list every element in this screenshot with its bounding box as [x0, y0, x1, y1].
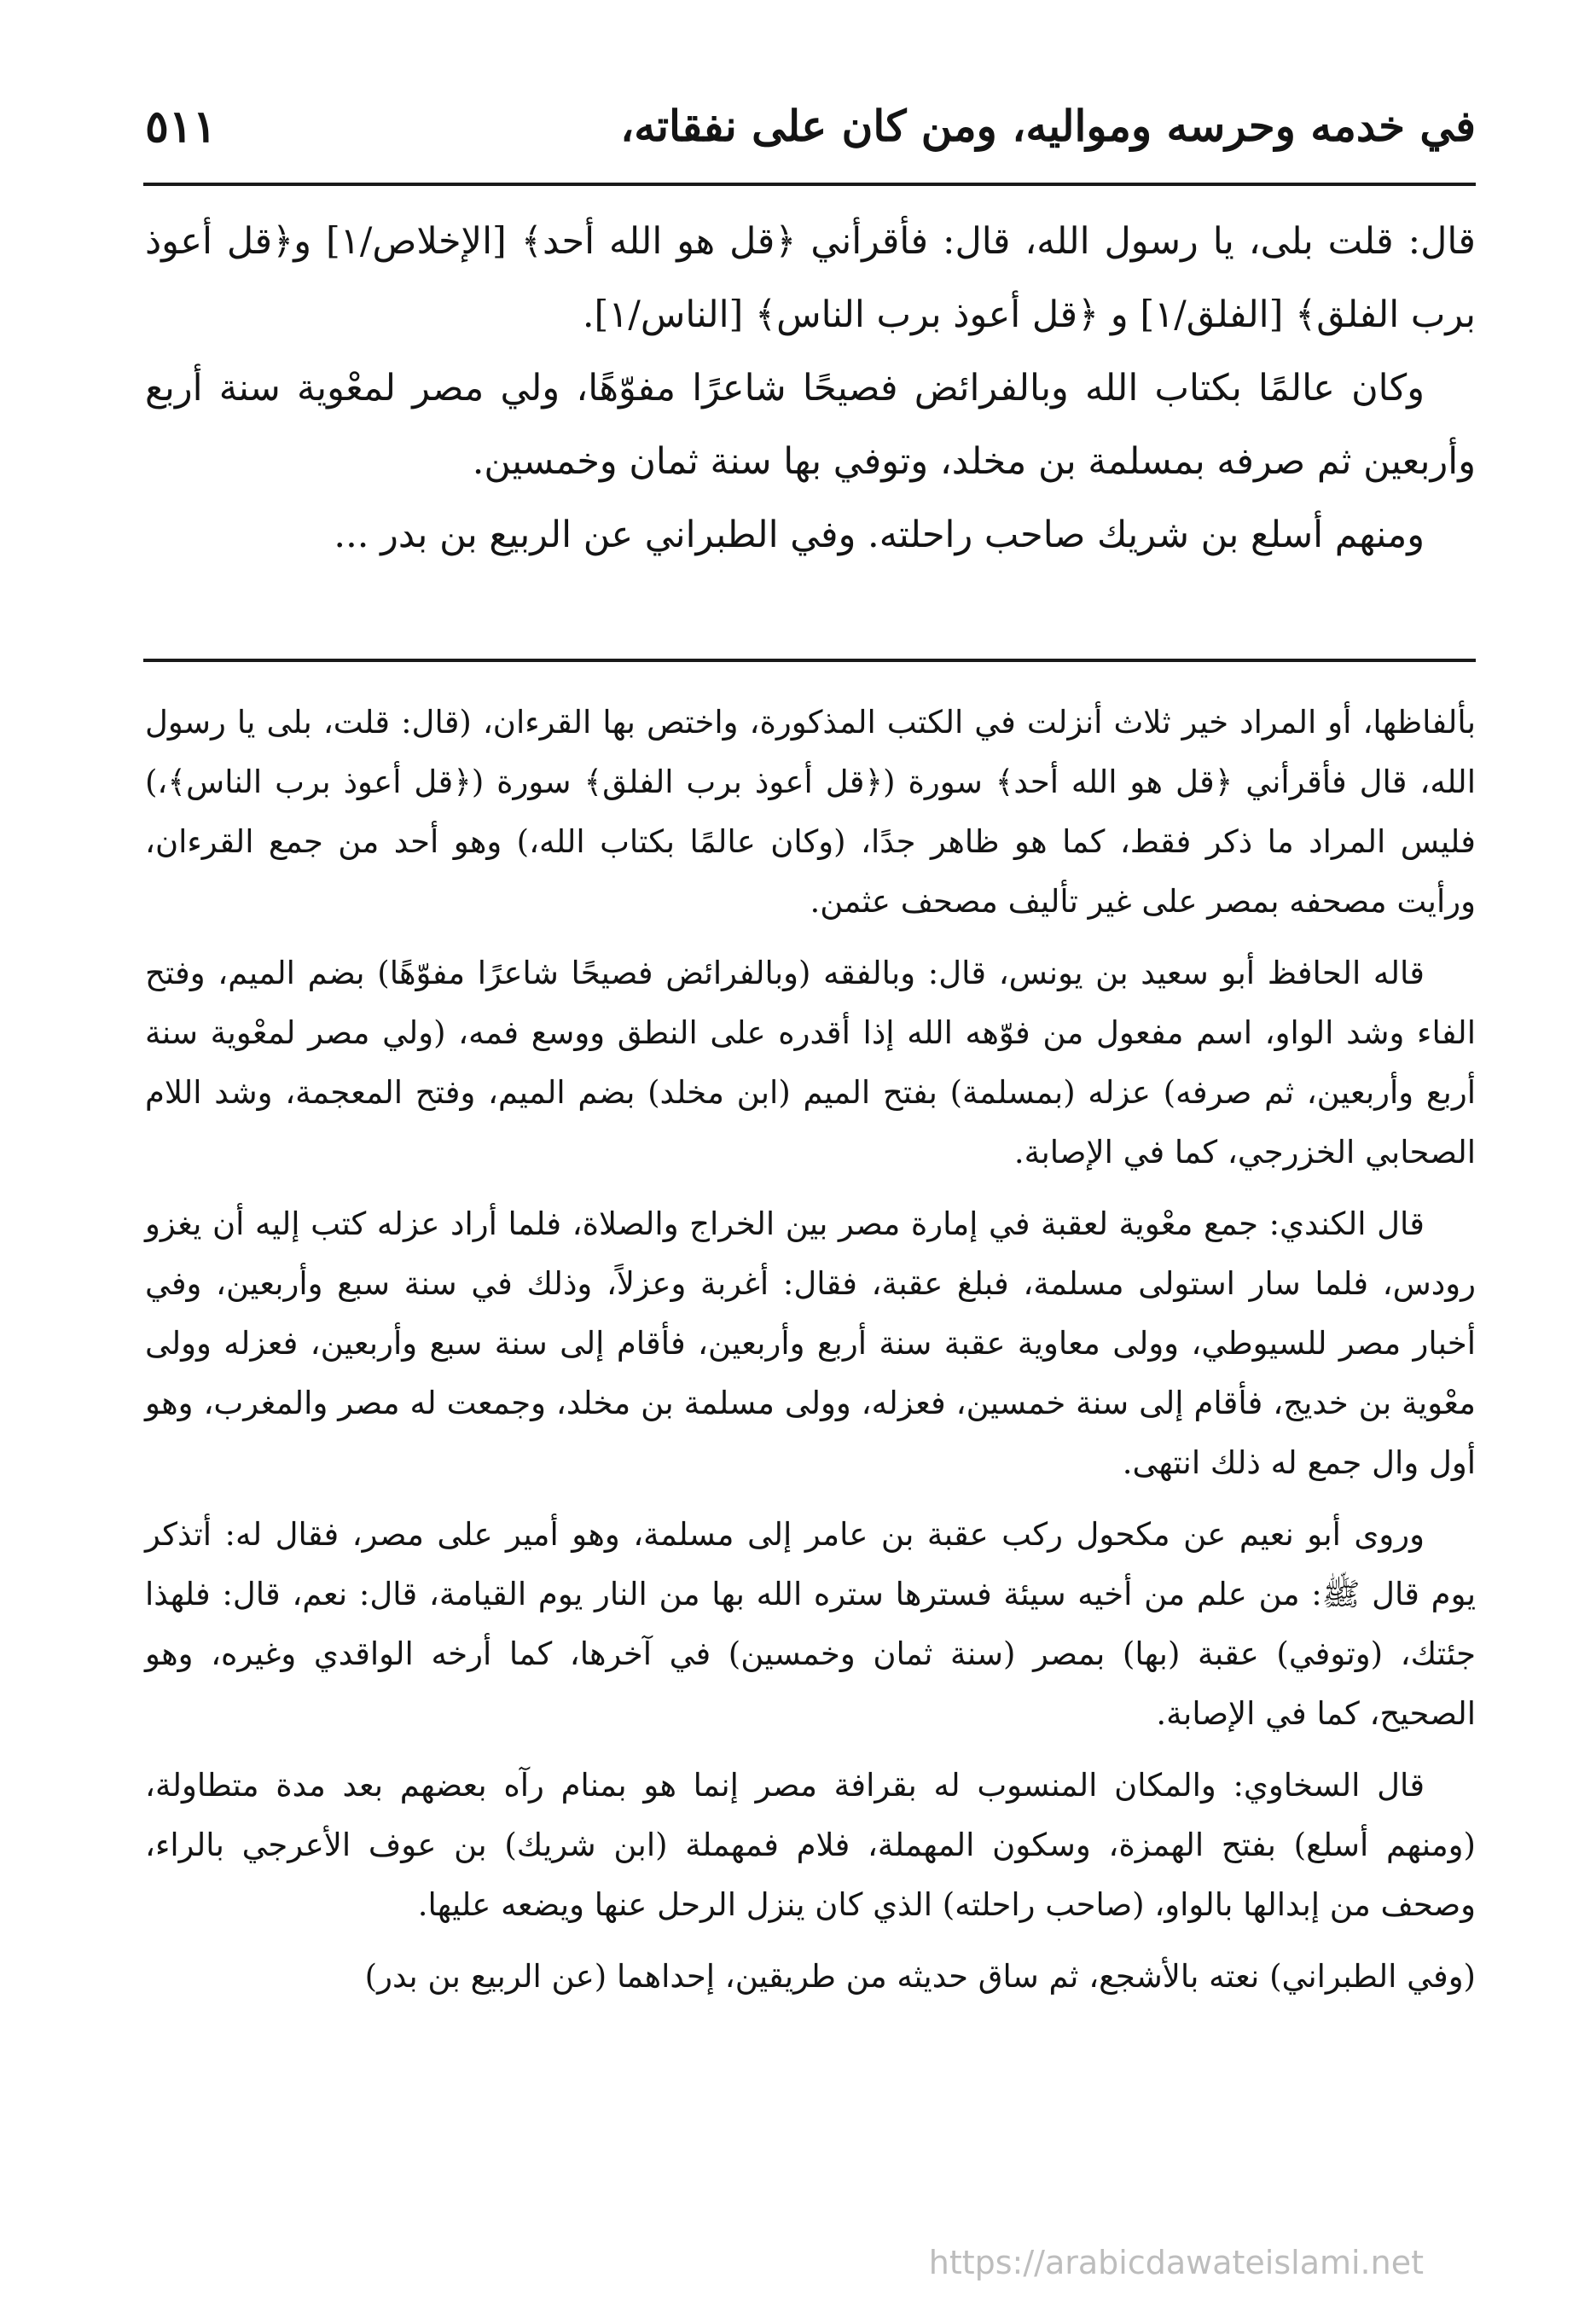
commentary-paragraph: قاله الحافظ أبو سعيد بن يونس، قال: وبالفقه (وبالفرائض فصيحًا شاعرًا مفوّهًا) بضم الميم، وفتح الفاء وشد الواو، اسم مفعول من فوّهه الله إذا أقدره على النطق ووسع فمه، (ولي مصر لمعْوية سنة أربع وأربعين، ثم صرفه) عزله (بمسلمة) بفتح الميم (ابن مخلد) بضم الميم، وفتح المعجمة، وشد اللام الصحابي الخزرجي، كما في الإصابة.: [145, 955, 1476, 1171]
page-number: ٥١١: [145, 101, 217, 153]
main-paragraph: قال: قلت بلى، يا رسول الله، قال: فأقرأني ﴿قل هو الله أحد﴾ [الإخلاص/١] و﴿قل أعوذ برب الفلق﴾ [الفلق/١] و ﴿قل أعوذ برب الناس﴾ [الناس/١].: [145, 220, 1476, 336]
commentary-paragraph: قال السخاوي: والمكان المنسوب له بقرافة مصر إنما هو بمنام رآه بعضهم بعد مدة متطاولة، (ومنهم أسلع) بفتح الهمزة، وسكون المهملة، فلام فمهملة (ابن شريك) بن عوف الأعرجي بالراء، وصحف من إبدالها بالواو، (صاحب راحلته) الذي كان ينزل الرحل عنها ويضعه عليها.: [145, 1767, 1476, 1923]
commentary-paragraph: وروى أبو نعيم عن مكحول ركب عقبة بن عامر إلى مسلمة، وهو أمير على مصر، فقال له: أتذكر يوم قال ﷺ: من علم من أخيه سيئة فسترها ستره الله بها من النار يوم القيامة، قال: نعم، قال: فلهذا جئتك، (وتوفي) عقبة (بها) بمصر (سنة ثمان وخمسين) في آخرها، كما أرخه الواقدي وغيره، وهو الصحيح، كما في الإصابة.: [145, 1516, 1476, 1732]
page-header: [145, 101, 1476, 169]
header-rule: [143, 183, 1476, 186]
commentary-paragraph: قال الكندي: جمع معْوية لعقبة في إمارة مصر بين الخراج والصلاة، فلما أراد عزله كتب إليه أن يغزو رودس، فلما سار استولى مسلمة، فبلغ عقبة، فقال: أغربة وعزلاً، وذلك في سنة سبع وأربعين، وفي أخبار مصر للسيوطي، وولى معاوية عقبة سنة أربع وأربعين، فأقام إلى سنة سبع وأربعين، فعزله وولى معْوية بن خديج، فأقام إلى سنة خمسين، فعزله، وولى مسلمة بن مخلد، وجمعت له مصر والمغرب، وهو أول وال جمع له ذلك انتهى.: [145, 1206, 1476, 1481]
watermark-url: https://arabicdawateislami.net: [928, 2244, 1424, 2281]
main-paragraph: وكان عالمًا بكتاب الله وبالفرائض فصيحًا شاعرًا مفوّهًا، ولي مصر لمعْوية سنة أربع وأربعين ثم صرفه بمسلمة بن مخلد، وتوفي بها سنة ثمان وخمسين.: [145, 367, 1476, 483]
commentary-divider: [143, 659, 1476, 662]
running-title: في خدمه وحرسه ومواليه، ومن كان على نفقاته،: [620, 101, 1476, 151]
commentary-paragraph: (وفي الطبراني) نعته بالأشجع، ثم ساق حديثه من طريقين، إحداهما (عن الربيع بن بدر): [364, 1958, 1476, 1995]
main-paragraph: ومنهم أسلع بن شريك صاحب راحلته. وفي الطبراني عن الربيع بن بدر ...: [334, 514, 1425, 556]
main-text: [145, 205, 1476, 572]
commentary: [145, 693, 1476, 2019]
commentary-paragraph: بألفاظها، أو المراد خير ثلاث أنزلت في الكتب المذكورة، واختص بها القرءان، (قال: قلت، بلى يا رسول الله، قال فأقرأني ﴿قل هو الله أحد﴾ سورة (﴿قل أعوذ برب الفلق﴾ سورة (﴿قل أعوذ برب الناس﴾،) فليس المراد ما ذكر فقط، كما هو ظاهر جدًا، (وكان عالمًا بكتاب الله،) وهو أحد من جمع القرءان، ورأيت مصحفه بمصر على غير تأليف مصحف عثمن.: [145, 704, 1476, 920]
